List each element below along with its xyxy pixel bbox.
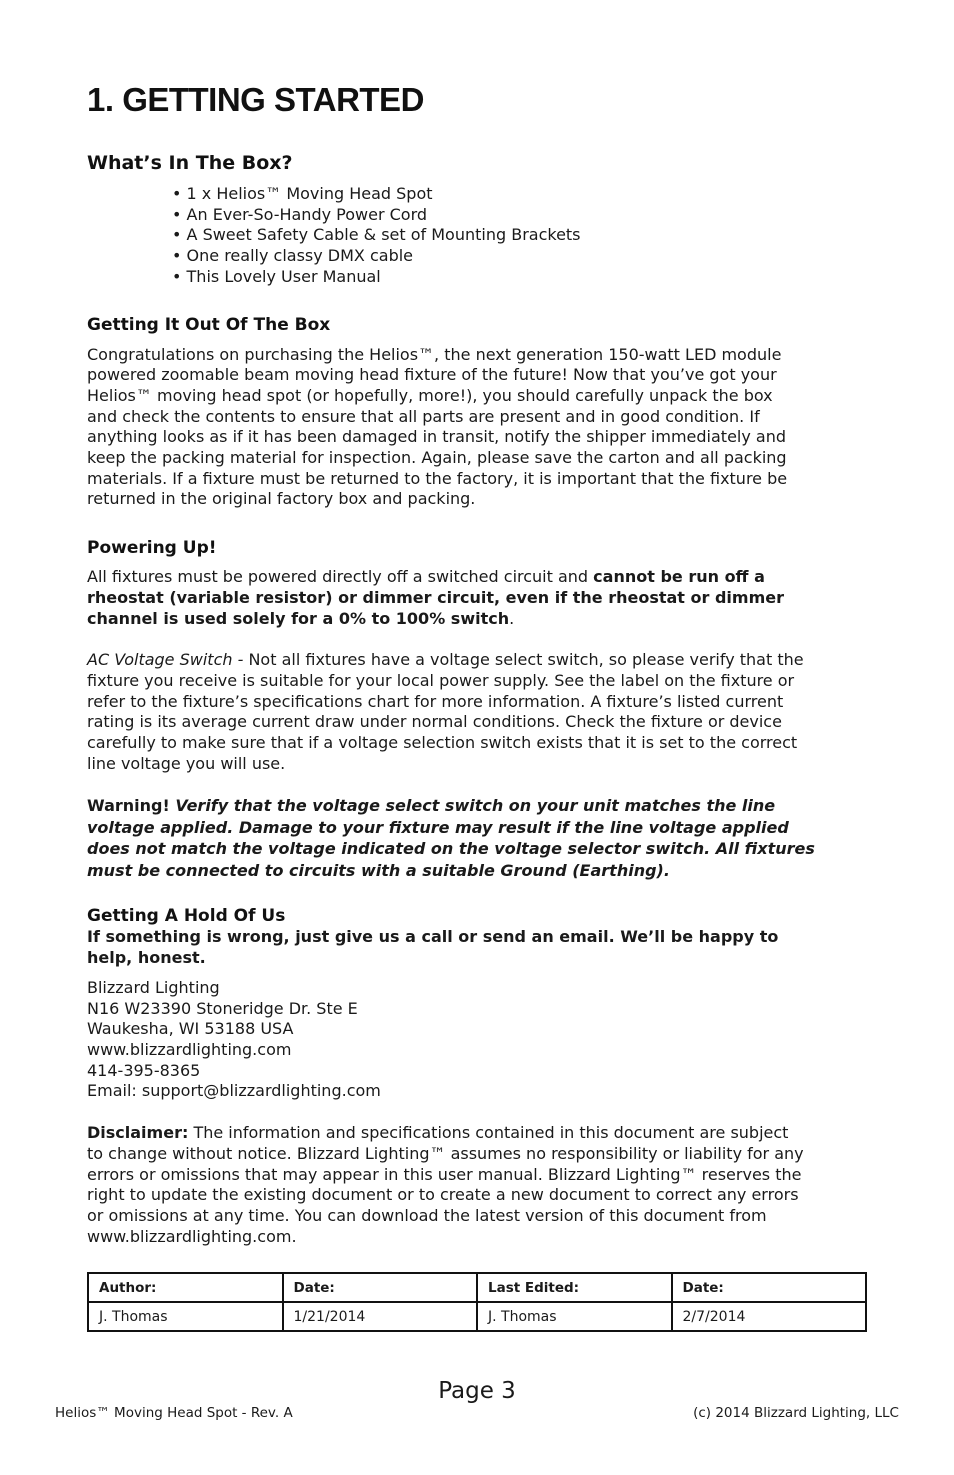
table-cell: J. Thomas [88,1302,283,1331]
footer-product: Helios™ Moving Head Spot - Rev. A [55,1405,293,1421]
disclaimer-paragraph [87,1123,867,1247]
table-header-row [88,1273,866,1302]
power-bold-text: cannot be run off a [593,567,765,587]
ac-voltage-text: Not all fixtures have a voltage select switch, so please verify that the [243,650,804,670]
warning-label: Warning! [87,796,170,816]
contact-address [87,978,867,1102]
warning-text: Verify that the voltage select switch on your unit matches the line [169,796,776,816]
table-header-cell: Date: [672,1273,867,1302]
page-title: 1. GETTING STARTED [87,81,424,118]
power-text: . [509,608,515,628]
ac-voltage-paragraph [87,650,867,774]
ac-voltage-label: AC Voltage Switch - [87,650,244,670]
document-body [87,80,867,1247]
email-address[interactable]: Email: support@blizzardlighting.com [87,1081,381,1101]
table-header-cell: Author: [88,1273,283,1302]
city-state: Waukesha, WI 53188 USA [87,1019,294,1039]
text-line: line voltage you will use. [87,753,286,773]
text-line: anything looks as if it has been damaged in transit, notify the shipper immediately and [87,427,787,447]
contact-heading: Getting A Hold Of Us [87,906,286,927]
power-paragraph [87,567,867,629]
text-line: powered zoomable beam moving head fixture of the future! Now that you’ve got your [87,365,777,385]
text-line: carefully to make sure that if a voltage selection switch exists that it is set to the correct [87,733,798,753]
table-header-cell: Date: [283,1273,478,1302]
table-header-cell: Last Edited: [477,1273,672,1302]
box-contents-list [87,184,867,288]
list-item: • An Ever-So-Handy Power Cord [172,205,867,226]
text-line: to change without notice. Blizzard Lighting™ assumes no responsibility or liability for any [87,1143,804,1163]
contact-subheading: If something is wrong, just give us a call or send an email. We’ll be happy to [87,927,779,947]
disclaimer-text: The information and specifications contained in this document are subject [188,1123,789,1143]
text-line: returned in the original factory box and packing. [87,489,476,509]
text-line: keep the packing material for inspection. Again, please save the carton and all packing [87,448,787,468]
website-link[interactable]: www.blizzardlighting.com [87,1039,292,1059]
power-bold-text: channel is used solely for a 0% to 100% switch [87,608,510,628]
list-item: • A Sweet Safety Cable & set of Mounting Brackets [172,225,867,246]
disclaimer-label: Disclaimer: [87,1123,189,1143]
list-item: • This Lovely User Manual [172,267,867,288]
power-bold-text: rheostat (variable resistor) or dimmer circuit, even if the rheostat or dimmer [87,587,784,607]
list-item: • 1 x Helios™ Moving Head Spot [172,184,867,205]
table-cell: 1/21/2014 [283,1302,478,1331]
power-heading: Powering Up! [87,538,217,559]
warning-text: voltage applied. Damage to your fixture may result if the line voltage applied [87,817,789,837]
table-row [88,1302,866,1331]
text-line: or omissions at any time. You can download the latest version of this document from [87,1205,767,1225]
page-number: Page 3 [438,1378,516,1404]
box-heading: What’s In The Box? [87,152,293,174]
text-line: rating is its average current draw under normal conditions. Check the fixture or device [87,712,782,732]
table-cell: 2/7/2014 [672,1302,867,1331]
unpack-heading: Getting It Out Of The Box [87,314,331,335]
revision-table [87,1272,867,1332]
text-line: fixture you receive is suitable for your local power supply. See the label on the fixture or [87,670,795,690]
warning-text: must be connected to circuits with a suitable Ground (Earthing). [87,860,670,880]
warning-text: does not match the voltage indicated on the voltage selector switch. All fixtures [87,839,815,859]
text-line: materials. If a fixture must be returned to the factory, it is important that the fixture be [87,468,788,488]
footer-copyright: (c) 2014 Blizzard Lighting, LLC [693,1405,899,1421]
unpack-paragraph [87,345,867,511]
street-address: N16 W23390 Stoneridge Dr. Ste E [87,998,358,1018]
contact-subheading: help, honest. [87,948,206,968]
table-cell: J. Thomas [477,1302,672,1331]
text-line: refer to the fixture’s specifications chart for more information. A fixture’s listed current [87,691,784,711]
text-line: www.blizzardlighting.com. [87,1226,297,1246]
text-line: Congratulations on purchasing the Helios™, the next generation 150-watt LED module [87,344,782,364]
text-line: errors or omissions that may appear in this user manual. Blizzard Lighting™ reserves the [87,1164,802,1184]
warning-paragraph [87,795,867,881]
text-line: and check the contents to ensure that all parts are present and in good condition. If [87,406,760,426]
list-item: • One really classy DMX cable [172,246,867,267]
text-line: right to update the existing document or to create a new document to correct any errors [87,1185,799,1205]
phone-number: 414-395-8365 [87,1060,201,1080]
company-name: Blizzard Lighting [87,977,220,997]
text-line: Helios™ moving head spot (or hopefully, more!), you should carefully unpack the box [87,385,773,405]
power-text: All fixtures must be powered directly off a switched circuit and [87,567,594,587]
